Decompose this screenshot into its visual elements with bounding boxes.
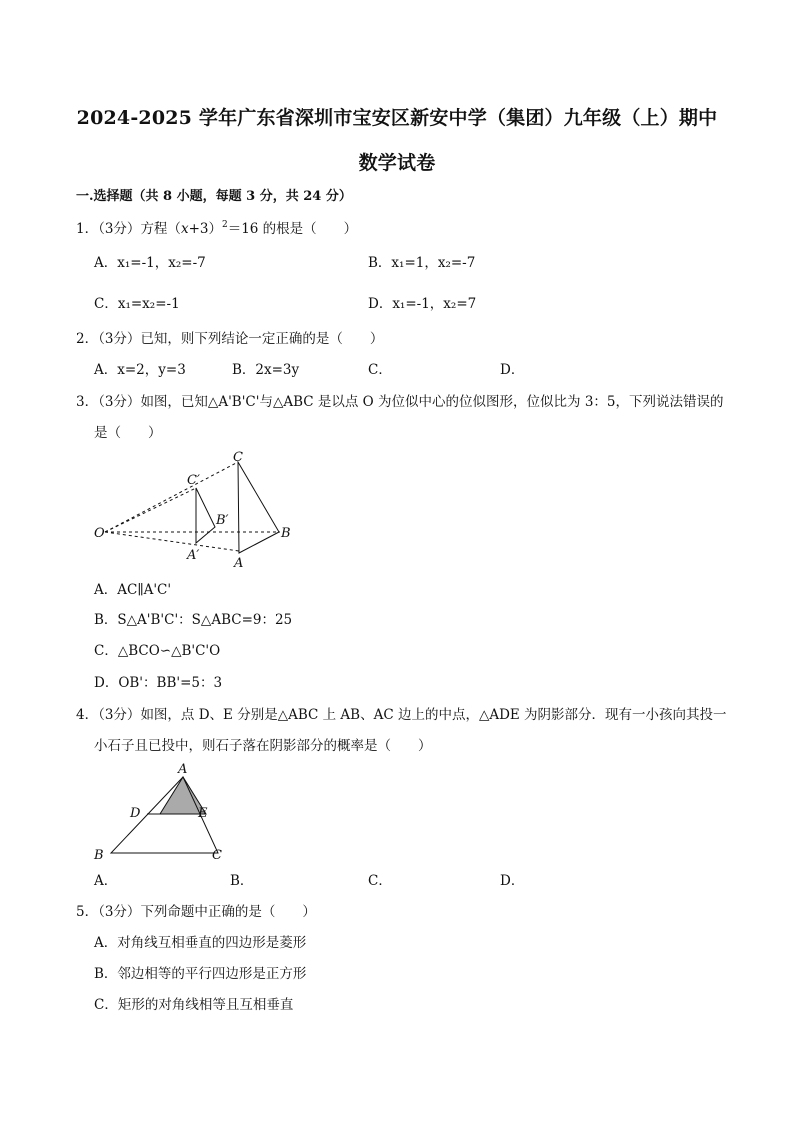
fig4-label-e: E — [198, 806, 208, 821]
question-4-figure — [88, 760, 238, 865]
fig4-label-c: C — [212, 848, 222, 863]
question-1-option-b: B．x₁=1，x₂=-7 — [368, 255, 476, 271]
exam-title-line1: 2024-2025 学年广东省深圳市宝安区新安中学（集团）九年级（上）期中 — [76, 107, 718, 129]
question-2-option-b: B．2x=3y — [232, 362, 300, 378]
fig3-label-b-prime: B′ — [216, 513, 229, 528]
question-3-option-a: A．AC∥A'C' — [94, 582, 172, 598]
question-5-option-c: C．矩形的对角线相等且互相垂直 — [94, 997, 294, 1013]
question-4-option-a: A． — [94, 873, 118, 889]
fig4-label-b: B — [94, 848, 104, 863]
fig3-label-a-prime: A′ — [187, 548, 200, 563]
section-heading: 一.选择题（共 8 小题，每题 3 分，共 24 分） — [76, 189, 352, 204]
fig4-label-d: D — [130, 806, 141, 821]
question-5-option-b: B．邻边相等的平行四边形是正方形 — [94, 966, 307, 982]
question-2-stem: 2．（3分）已知，则下列结论一定正确的是（ ） — [76, 331, 384, 347]
question-4-option-b: B． — [230, 873, 254, 889]
exam-title-line2: 数学试卷 — [358, 152, 436, 174]
fig3-label-o: O — [94, 526, 105, 541]
question-3-stem-line1: 3．（3分）如图，已知△A'B'C'与△ABC 是以点 O 为位似中心的位似图形，位似比为 3：5，下列说法错误的 — [76, 394, 724, 410]
question-2-option-d: D． — [500, 362, 525, 378]
question-3-option-b: B．S△A'B'C'：S△ABC=9：25 — [94, 612, 293, 628]
question-4-option-c: C． — [368, 873, 392, 889]
fig4-label-a: A — [178, 762, 188, 777]
fig3-label-b: B — [281, 526, 291, 541]
question-3-figure — [90, 448, 300, 573]
fig3-label-c-prime: C′ — [187, 473, 200, 488]
question-4-stem-line1: 4．（3分）如图，点 D、E 分别是△ABC 上 AB、AC 边上的中点，△ADE 为阴影部分．现有一小孩向其投一 — [76, 707, 727, 723]
question-2-option-a: A．x=2，y=3 — [94, 362, 186, 378]
fig3-label-c: C — [233, 450, 243, 465]
question-1-option-c: C．x₁=x₂=-1 — [94, 296, 180, 312]
question-3-option-d: D．OB'：BB'=5：3 — [94, 675, 223, 691]
question-5-option-a: A．对角线互相垂直的四边形是菱形 — [94, 935, 307, 951]
question-2-option-c: C． — [368, 362, 392, 378]
question-1-option-d: D．x₁=-1，x₂=7 — [368, 296, 477, 312]
fig3-label-a: A — [234, 556, 244, 571]
question-4-stem-line2: 小石子且已投中，则石子落在阴影部分的概率是（ ） — [94, 738, 432, 754]
question-1-stem: 1．（3分）方程$(x+3)^2=16$ 的根是（ ） — [76, 220, 358, 237]
question-4-option-d: D． — [500, 873, 525, 889]
question-3-stem-line2: 是（ ） — [94, 425, 162, 441]
question-3-option-c: C．△BCO∽△B'C'O — [94, 643, 221, 659]
question-5-stem: 5．（3分）下列命题中正确的是（ ） — [76, 904, 316, 920]
question-1-option-a: A．x₁=-1，x₂=-7 — [94, 255, 206, 271]
